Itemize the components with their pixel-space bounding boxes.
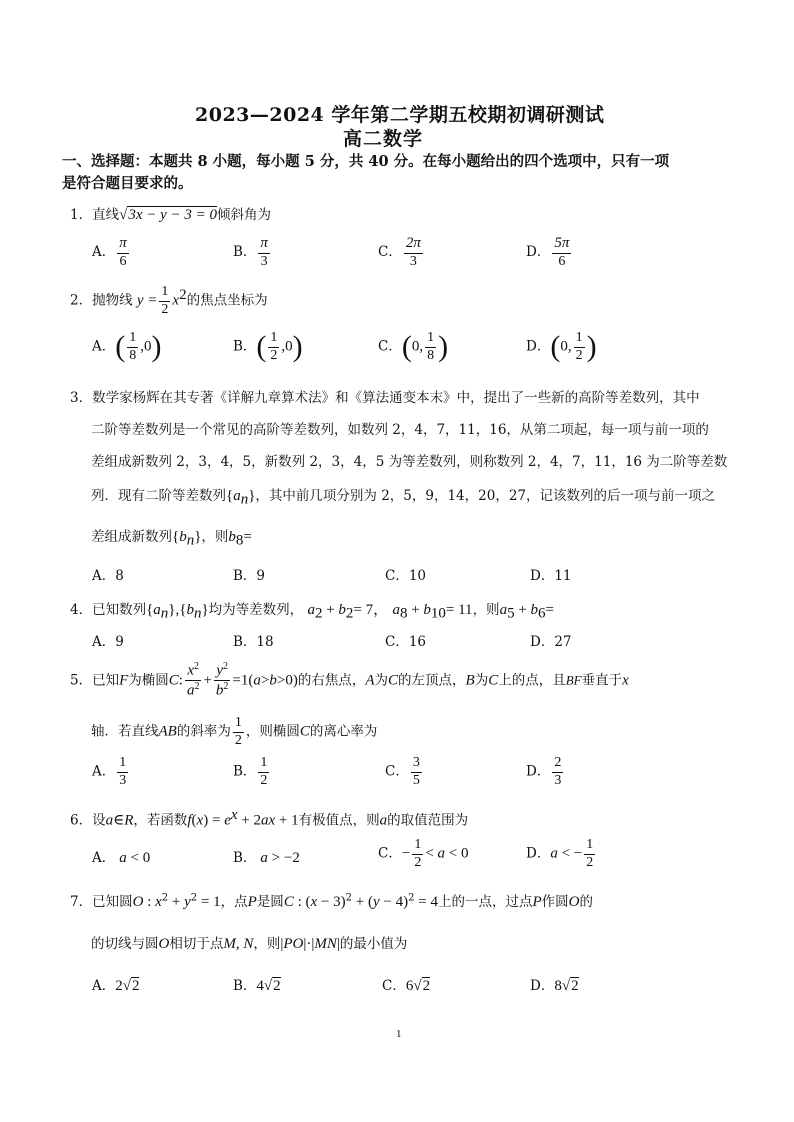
q7-option-d[interactable]: D．8√2 — [530, 978, 579, 994]
fraction-numerator: π — [117, 236, 129, 254]
q4-equation-2: = 11 — [445, 602, 473, 618]
fraction-numerator: 2 — [552, 756, 563, 773]
q5-text: 已知 — [92, 672, 120, 689]
q5-text: 上的点，且 — [498, 672, 566, 689]
q2-variable: x — [172, 292, 180, 309]
q7-option-c[interactable]: C．6√2 — [382, 978, 431, 994]
q7-text: 的最小值为 — [339, 936, 408, 952]
q7-text: 的 — [579, 894, 593, 910]
question-3-line3: 差组成新数列 2，3，4，5，新数列 2，3，4，5 为等差数列，则称数列 2，4，7，11，16 为二阶等差数 — [91, 454, 728, 470]
q1-option-c[interactable] — [378, 236, 425, 269]
q5-option-b[interactable] — [233, 756, 271, 788]
option-label: D． — [526, 845, 551, 862]
question-number: 5． — [70, 672, 93, 689]
question-number: 3． — [70, 390, 93, 406]
option-label: A． — [92, 763, 116, 780]
q7-text: 的切线与圆 — [91, 936, 159, 952]
q1-expression: 3x − y − 3 = 0 — [128, 207, 218, 223]
fraction-denominator: 3 — [554, 772, 562, 788]
option-label: A． — [92, 338, 116, 355]
option-label: C． — [382, 978, 406, 994]
question-3-line1 — [70, 386, 700, 406]
question-3-line2: 二阶等差数列是一个常见的高阶等差数列，如数列 2，4，7，11，16，从第二项起，每一项与前一项的 — [91, 422, 709, 438]
fraction-numerator: 5π — [552, 236, 571, 254]
q7-option-a[interactable]: A．2√2 — [92, 978, 140, 994]
question-number: 1． — [70, 207, 93, 223]
q7-text: 相切于点 — [169, 936, 224, 952]
question-3-line4: 列．现有二阶等差数列$\{a_n\}$，其中前几项分别为 2，5，9，14，20，27，记该数列的后一项与前一项之 — [91, 488, 715, 508]
question-2: 2．抛物线 y = $\frac{1}{2}$ $x^2$的焦点坐标为 — [70, 284, 268, 317]
q1-option-a[interactable] — [92, 236, 131, 269]
q3-text: 列．现有二阶等差数列 — [91, 488, 226, 504]
option-label: B． — [233, 244, 257, 261]
option-label: A． — [92, 244, 116, 261]
q6-option-a[interactable]: A． a < 0 — [92, 850, 151, 866]
question-6: 6．设a∈R，若函数$f(x) = e^x + 2ax + 1$有极值点，则a的取值范围为 — [70, 807, 469, 829]
option-label: D． — [530, 978, 555, 994]
q7-text: 已知圆 — [92, 894, 133, 910]
exam-subtitle: 高二数学 — [343, 128, 424, 150]
question-7-line1: 7．已知圆O : $x^2 + y^2 = 1$，点P是圆C : $(x - 3)^2 + (y - 4)^2 = 4$上的一点，过点P作圆O的 — [70, 892, 593, 910]
fraction-denominator: 6 — [558, 253, 566, 269]
q4-option-d[interactable]: D．27 — [530, 634, 572, 650]
q7-text: ，则 — [253, 936, 281, 952]
option-coefficient: 8 — [554, 978, 562, 994]
fraction-denominator: 3 — [119, 772, 127, 788]
q2-lhs: y = — [136, 292, 158, 309]
q2-option-c[interactable]: C．(0, $\frac{1}{8}$ ) — [378, 330, 449, 364]
section-heading-line2: 是符合题目要求的。 — [62, 175, 193, 192]
q3-option-d[interactable]: D．11 — [530, 568, 572, 584]
q5-text: 为 — [474, 672, 489, 689]
q5-option-d[interactable] — [526, 756, 565, 788]
fraction-denominator: 2 — [260, 772, 268, 788]
option-coefficient: 4 — [256, 978, 264, 994]
option-label: B． — [233, 978, 257, 994]
question-number: 6． — [70, 812, 93, 829]
fraction-numerator: 3 — [411, 756, 422, 773]
option-label: B． — [233, 763, 257, 780]
q2-option-a[interactable]: A．( $\frac{1}{8}$ ,0) — [92, 330, 162, 364]
q4-text: 已知数列 — [92, 602, 147, 618]
q2-option-d[interactable]: D．(0, $\frac{1}{2}$ ) — [526, 330, 597, 364]
q5-text: 的斜率为 — [176, 723, 231, 740]
option-radicand: 2 — [571, 978, 579, 994]
option-label: D． — [526, 244, 551, 261]
q6-option-c[interactable]: C．− $\frac{1}{2}$ < a < 0 — [378, 837, 469, 870]
q4-text: 均为等差数列， — [208, 602, 304, 618]
q3-text: = — [243, 529, 252, 545]
option-label: A． — [92, 978, 116, 994]
option-radicand: 2 — [131, 978, 140, 994]
q2-prefix: 抛物线 — [92, 292, 133, 309]
fraction-numerator: 1 — [258, 756, 269, 773]
question-5-line1: 5．已知F为椭圆C: $\frac{x^2}{a^2}$ + $\frac{y^2}{b^2}$ =1(a>b>0)的右焦点，A为C的左顶点，B为C上的点，且BF垂直于x — [70, 661, 629, 700]
q3-text: 差组成新数列 — [91, 529, 172, 545]
fraction-denominator: 3 — [409, 253, 417, 269]
fraction-numerator: 2π — [404, 236, 423, 254]
fraction-numerator: π — [258, 236, 270, 254]
question-4: 4．已知数列$\{a_n\},\{b_n\}$均为等差数列， $a_2 + b_2= 7$， $a_8 + b_{10}= 11$，则$a_5 + b_6=$ — [70, 602, 554, 622]
q5-text: 的离心率为 — [309, 723, 378, 740]
q1-option-b[interactable] — [233, 236, 272, 269]
question-number: 2． — [70, 292, 93, 309]
q5-text: 为 — [374, 672, 388, 689]
q1-prefix: 直线 — [92, 207, 120, 223]
question-5-line2: 轴．若直线AB的斜率为 $\frac{1}{2}$ ，则椭圆C的离心率为 — [91, 715, 378, 748]
option-label: C． — [378, 845, 402, 862]
fraction-denominator: 2 — [161, 301, 169, 317]
option-label: C． — [385, 763, 409, 780]
q2-suffix: 的焦点坐标为 — [186, 292, 268, 309]
option-label: A． — [92, 850, 116, 866]
q6-text: ，若函数 — [133, 812, 188, 829]
q5-text: 的右焦点， — [297, 672, 366, 689]
q1-suffix: 倾斜角为 — [217, 207, 272, 223]
q3-text: ，则 — [201, 529, 229, 545]
q7-text: 是圆 — [256, 894, 284, 910]
q5-text: 轴．若直线 — [91, 723, 159, 740]
fraction-numerator: 1 — [117, 756, 128, 773]
question-7-line2: 的切线与圆O相切于点M, N，则|PO|·|MN|的最小值为 — [91, 936, 408, 952]
q3-option-b[interactable]: B．9 — [233, 568, 266, 584]
fraction-numerator: 1 — [159, 285, 170, 302]
fraction-denominator: 3 — [260, 253, 268, 269]
option-label: B． — [233, 338, 257, 355]
q6-text: 设 — [92, 812, 106, 829]
option-label: C． — [378, 244, 402, 261]
option-label: D． — [526, 763, 551, 780]
q6-option-b[interactable]: B． a > −2 — [233, 850, 300, 866]
option-label: D． — [526, 338, 551, 355]
q4-option-c[interactable]: C．16 — [385, 634, 427, 650]
q4-text: = — [545, 602, 554, 618]
q7-text: 作圆 — [541, 894, 569, 910]
q4-option-a[interactable]: A．9 — [92, 634, 124, 650]
question-1: 1．直线√3x − y − 3 = 0倾斜角为 — [70, 207, 272, 223]
option-radicand: 2 — [273, 978, 281, 994]
q4-text: ，则 — [472, 602, 500, 618]
fraction-denominator: 6 — [119, 253, 127, 269]
q3-text: ，其中前几项分别为 2，5，9，14，20，27，记该数列的后一项与前一项之 — [255, 488, 715, 504]
q6-option-d[interactable]: D．a < − $\frac{1}{2}$ — [526, 837, 594, 870]
q6-text: 有极值点，则 — [298, 812, 380, 829]
fraction-denominator: 5 — [412, 772, 420, 788]
option-label: C． — [378, 338, 402, 355]
option-radicand: 2 — [422, 978, 431, 994]
q5-text: 垂直于 — [581, 672, 623, 689]
exam-title: 2023—2024 学年第二学期五校期初调研测试 — [195, 104, 605, 126]
section-heading-line1: 一、选择题：本题共 8 小题，每小题 5 分，共 40 分。在每小题给出的四个选项中，只有一项 — [62, 153, 670, 170]
option-coefficient: 2 — [115, 978, 123, 994]
q6-text: 的取值范围为 — [387, 812, 469, 829]
q4-equation-1: = 7， — [353, 602, 389, 618]
option-label: B． — [233, 850, 257, 866]
q5-option-a[interactable] — [92, 756, 130, 788]
q3-option-a[interactable]: A．8 — [92, 568, 124, 584]
q1-option-d[interactable] — [526, 236, 573, 269]
question-number: 7． — [70, 894, 93, 910]
q4-option-b[interactable]: B．18 — [233, 634, 274, 650]
q7-text: ，点 — [220, 894, 248, 910]
q5-text: ，则椭圆 — [245, 723, 300, 740]
q2-option-b[interactable]: B．( $\frac{1}{2}$ ,0) — [233, 330, 303, 364]
q7-text: 上的一点，过点 — [437, 894, 533, 910]
question-number: 4． — [70, 602, 93, 618]
q3-option-c[interactable]: C．10 — [385, 568, 427, 584]
option-coefficient: 6 — [405, 978, 414, 994]
q5-text: 为椭圆 — [128, 672, 169, 689]
page-number: 1 — [396, 1028, 402, 1040]
q5-text: 的左顶点， — [398, 672, 466, 689]
question-3-line5: 差组成新数列$\{b_n\}$，则$b_8=$ — [91, 529, 252, 549]
q7-option-b[interactable]: B．4√2 — [233, 978, 281, 994]
q5-option-c[interactable] — [385, 756, 424, 788]
q3-text: 数学家杨辉在其专著《详解九章算术法》和《算法通变本末》中，提出了一些新的高阶等差数列，其中 — [92, 390, 700, 406]
